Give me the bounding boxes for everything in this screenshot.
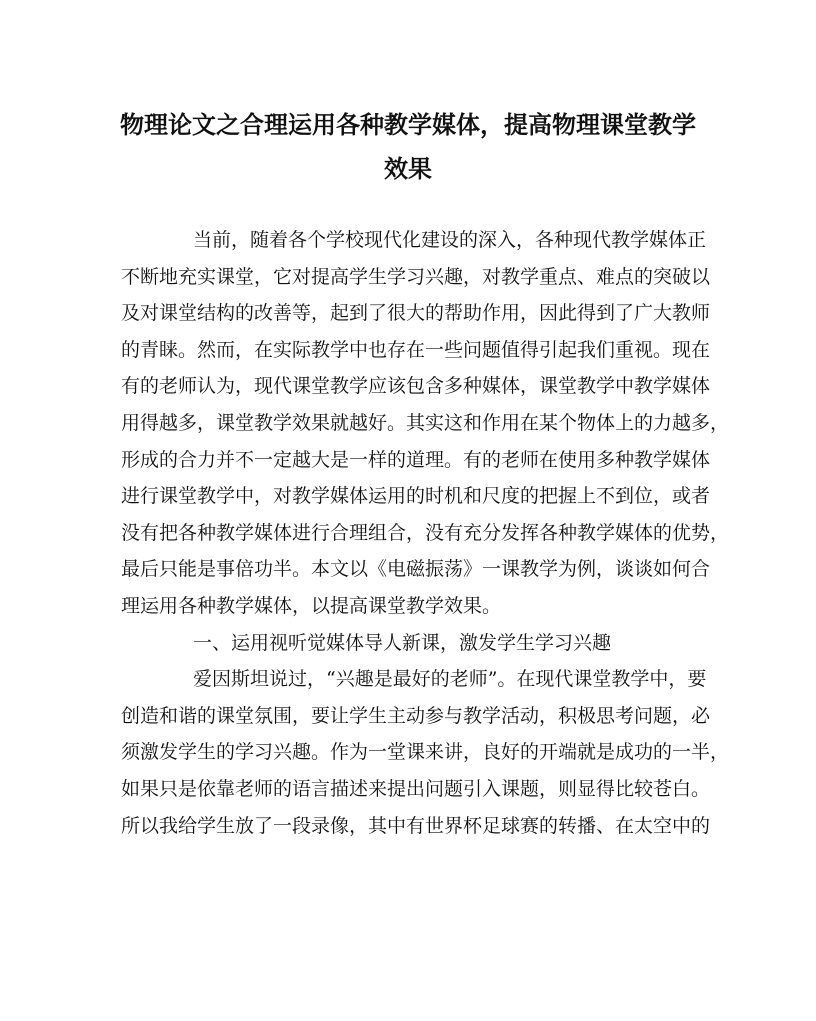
paragraph-line: 进行课堂教学中，对教学媒体运用的时机和尺度的把握上不到位，或者: [121, 485, 711, 508]
paragraph-line: 须激发学生的学习兴趣。作为一堂课来讲，良好的开端就是成功的一半，: [121, 741, 730, 764]
paragraph-interest: [121, 661, 730, 844]
paragraph-line: 的青睐。然而，在实际教学中也存在一些问题值得引起我们重视。现在: [121, 338, 711, 361]
section-heading: 一、运用视听觉媒体导人新课，激发学生学习兴趣: [193, 631, 612, 654]
paragraph-line: 形成的合力并不一定越大是一样的道理。有的老师在使用多种教学媒体: [121, 448, 711, 471]
paragraph-line: 有的老师认为，现代课堂教学应该包含多种媒体，课堂教学中教学媒体: [121, 375, 711, 398]
paragraph-line: 最后只能是事倍功半。本文以《电磁振荡》一课教学为例，谈谈如何合: [121, 558, 711, 581]
paragraph-line: 理运用各种教学媒体，以提高课堂教学效果。: [121, 594, 502, 617]
paragraph-line: 如果只是依靠老师的语言描述来提出问题引入课题，则显得比较苍白。: [121, 777, 711, 800]
paragraph-line: 所以我给学生放了一段录像，其中有世界杯足球赛的转播、在太空中的: [121, 814, 711, 837]
paragraph-line: 当前，随着各个学校现代化建设的深入，各种现代教学媒体正: [193, 229, 707, 251]
title-line-2: 效果: [384, 154, 432, 183]
paragraph-line: 用得越多，课堂教学效果就越好。其实这和作用在某个物体上的力越多，: [121, 411, 730, 434]
document-body: [121, 222, 730, 844]
paragraph-intro: [121, 222, 730, 625]
paragraph-line: 创造和谐的课堂氛围，要让学生主动参与教学活动，积极思考问题，必: [121, 704, 711, 727]
title-line-1: 物理论文之合理运用各种教学媒体，提高物理课堂教学: [120, 110, 696, 139]
paragraph-line: 不断地充实课堂，它对提高学生学习兴趣，对教学重点、难点的突破以: [121, 265, 711, 288]
paragraph-line: 没有把各种教学媒体进行合理组合，没有充分发挥各种教学媒体的优势，: [121, 521, 730, 544]
paragraph-line: 及对课堂结构的改善等，起到了很大的帮助作用，因此得到了广大教师: [121, 302, 711, 325]
document-title: [112, 103, 704, 191]
paragraph-line: 爱因斯坦说过，“兴趣是最好的老师”。在现代课堂教学中，要: [193, 668, 707, 691]
